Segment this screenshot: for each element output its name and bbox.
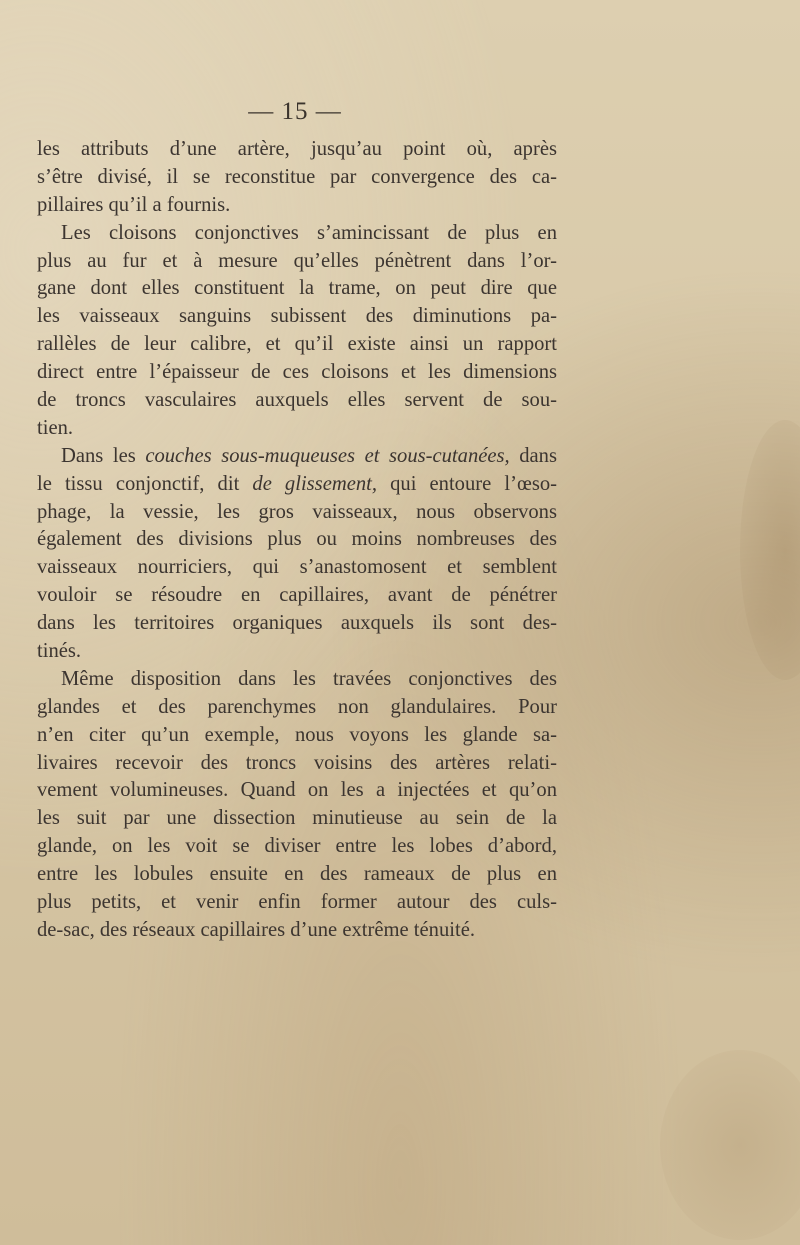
text-line: de-sac, des réseaux capillaires d’une extrême ténuité. [37,918,475,941]
text-line: tien. [37,416,74,439]
body-text [37,136,557,945]
text-line [37,443,557,471]
paragraph-1 [37,136,557,220]
text-line: phage, la vessie, les gros vaisseaux, nous observons [37,500,557,523]
text-line: les suit par une dissection minutieuse au sein de la [37,807,557,830]
text-line: vement volumineuses. Quand on les a injectées et qu’on [37,779,557,802]
text-line [37,471,557,499]
text-line: Même disposition dans les travées conjonctives des [61,667,557,690]
paragraph-2 [37,220,557,443]
text-line: pillaires qu’il a fournis. [37,193,231,216]
page-number: — 15 — [248,98,342,125]
text-line: de troncs vasculaires auxquels elles servent de sou- [37,389,557,412]
text-line: les vaisseaux sanguins subissent des diminutions pa- [37,305,557,328]
text-span: le tissu conjonctif, dit [37,472,253,495]
text-line: également des divisions plus ou moins nombreuses des [37,528,557,551]
italic-term: couches sous-muqueuses et sous-cutanées, [145,444,510,467]
text-line: entre les lobules ensuite en des rameaux de plus en [37,863,557,886]
italic-term: de glissement, [252,472,378,495]
text-line: rallèles de leur calibre, et qu’il existe ainsi un rapport [37,333,557,356]
text-line: glandes et des parenchymes non glandulaires. Pour [37,695,557,718]
text-line: livaires recevoir des troncs voisins des artères relati- [37,751,557,774]
text-line: glande, on les voit se diviser entre les lobes d’abord, [37,835,557,858]
text-span: qui entoure l’œso- [377,472,557,495]
text-span: Dans les [61,444,146,467]
text-line: gane dont elles constituent la trame, on peut dire que [37,277,557,300]
text-line: direct entre l’épaisseur de ces cloisons et les dimensions [37,361,557,384]
text-line: les attributs d’une artère, jusqu’au point où, après [37,138,557,160]
paper-stain [660,1050,800,1240]
text-line: dans les territoires organiques auxquels ils sont des- [37,612,557,635]
text-line: tinés. [37,640,82,663]
paper-stain [740,420,800,680]
text-line: plus petits, et venir enfin former autour des culs- [37,891,557,914]
paragraph-4 [37,666,557,945]
text-line: s’être divisé, il se reconstitue par convergence des ca- [37,165,557,188]
text-line: Les cloisons conjonctives s’amincissant de plus en [61,221,557,244]
text-line: plus au fur et à mesure qu’elles pénètrent dans l’or- [37,249,557,272]
text-line: vouloir se résoudre en capillaires, avant de pénétrer [37,584,557,607]
text-line: n’en citer qu’un exemple, nous voyons les glande sa- [37,723,557,746]
text-line: vaisseaux nourriciers, qui s’anastomosent et semblent [37,556,557,579]
text-span: dans [509,444,557,467]
paragraph-3 [37,443,557,666]
